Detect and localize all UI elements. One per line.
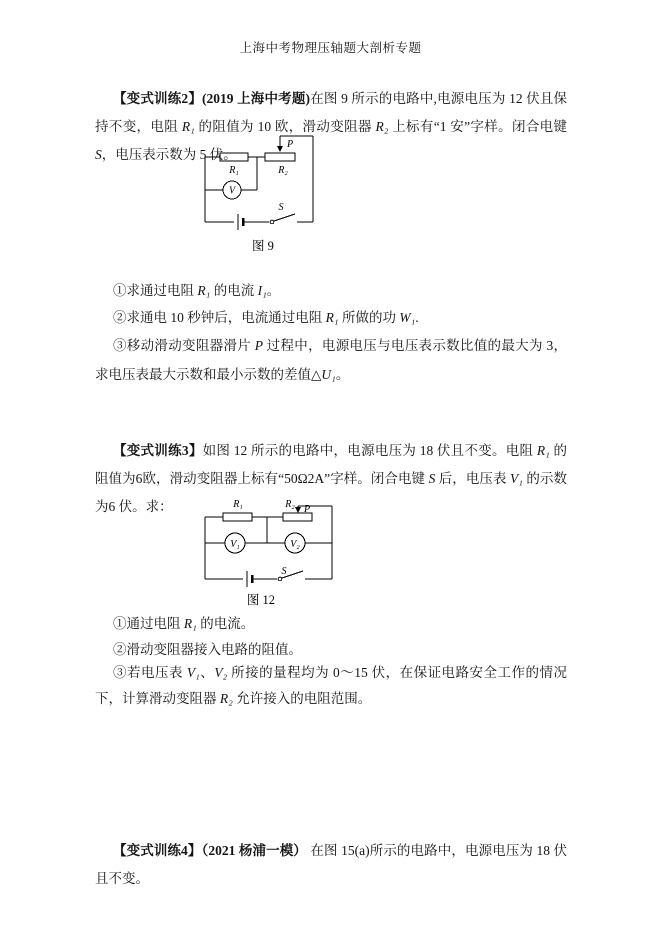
- fig9-switch-pivot: [270, 220, 274, 224]
- problem3-intro-paragraph: 【变式训练3】如图 12 所示的电路中，电源电压为 18 伏且不变。电阻 R₁ 的阻值为6欧，滑动变阻器上标有“50Ω2A”字样。闭合电键 S 后，电压表 V₁ 的示数为6 伏。求：: [95, 443, 568, 514]
- fig9-rheostat-r2-symbol: [265, 153, 295, 161]
- fig9-slider-arrowhead: [277, 146, 283, 152]
- fig12-slider-p-label: P: [304, 504, 311, 515]
- fig9-r2-label: R₂: [278, 165, 288, 176]
- page-title: 上海中考物理压轴题大剖析专题: [239, 41, 422, 55]
- fig12-slider-arrowhead: [295, 507, 301, 513]
- circuit-diagram-figure12: [195, 492, 347, 610]
- problem2-question1: ①求通过电阻 R₁ 的电流 I₁。: [113, 283, 281, 298]
- fig9-resistor-r1-symbol: [220, 153, 248, 161]
- fig12-battery-symbol: [247, 571, 252, 587]
- fig12-switch-s-label: S: [281, 566, 287, 577]
- fig9-wires: [205, 136, 313, 222]
- figure9-caption: 图 9: [252, 239, 274, 253]
- fig9-voltmeter-label: V: [228, 185, 236, 197]
- fig12-slider-arrow-icon: [295, 506, 301, 513]
- fig12-voltmeter1-label: V₁: [230, 539, 240, 550]
- fig12-r1-label: R₁: [233, 499, 243, 510]
- figure12-caption: 图 12: [246, 593, 276, 607]
- fig12-resistor-r1-symbol: [223, 513, 252, 521]
- problem2-question2: ②求通电 10 秒钟后，电流通过电阻 R₁ 所做的功 W₁.: [113, 310, 419, 325]
- fig9-switch-s-label: S: [278, 202, 284, 213]
- problem4-intro-paragraph: 【变式训练4】（2021 杨浦一模） 在图 15(a)所示的电路中，电源电压为 18 伏且不变。: [95, 843, 568, 886]
- fig9-r1-label: R₁: [229, 165, 239, 176]
- circuit-diagram-figure9: [195, 130, 335, 258]
- fig12-voltmeter2-label: V₂: [290, 539, 300, 550]
- fig9-switch-lever: [274, 214, 295, 221]
- fig9-battery-symbol: [238, 214, 243, 230]
- fig12-r2-label: R₂: [285, 499, 295, 510]
- problem3-question3: ③若电压表 V₁、V₂ 所接的量程均为 0～15 伏，在保证电路安全工作的情况下，计算滑动变阻器 R₂ 允许接入的电阻范围。: [95, 665, 568, 706]
- problem2-intro-paragraph: 【变式训练2】(2019 上海中考题)在图 9 所示的电路中,电源电压为 12 伏且保持不变，电阻 R₁ 的阻值为 10 欧，滑动变阻器 R₂ 上标有“1 安”字样。闭合电键 S，电压表示数为 5 伏。: [95, 91, 568, 162]
- fig12-wires: [205, 506, 332, 579]
- fig9-slider-arrow-icon: [277, 136, 283, 152]
- fig9-slider-p-label: P: [287, 139, 294, 150]
- problem3-question1: ①通过电阻 R₁ 的电流。: [113, 616, 255, 631]
- problem3-question2: ②滑动变阻器接入电路的阻值。: [113, 642, 302, 657]
- fig12-switch-pivot: [278, 577, 282, 581]
- problem2-question3: ③移动滑动变阻器滑片 P 过程中，电源电压与电压表示数比值的最大为 3，求电压表最大示数和最小示数的差值△U₁。: [95, 338, 568, 382]
- fig9-switch-symbol: [270, 214, 295, 224]
